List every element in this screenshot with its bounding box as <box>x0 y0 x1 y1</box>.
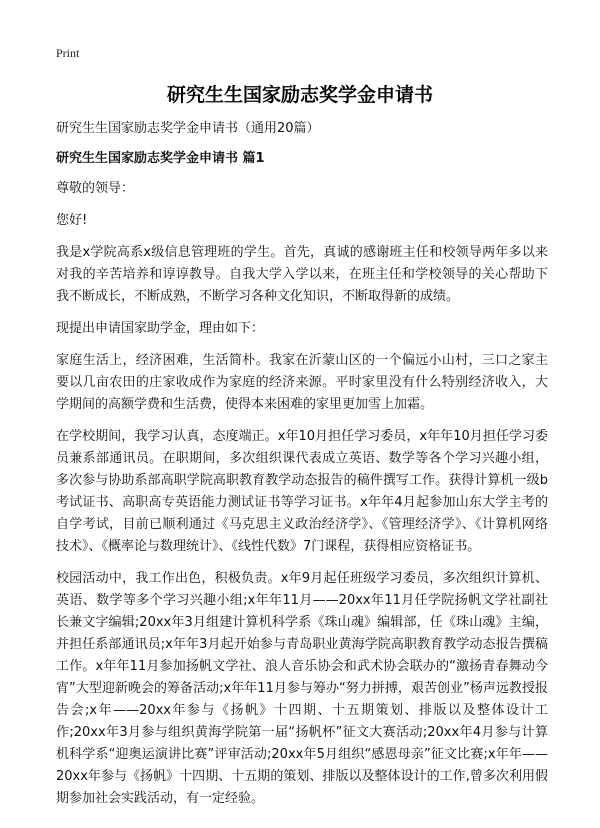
greeting: 您好! <box>56 213 88 228</box>
paragraph-activities: 校园活动中，我工作出色，积极负责。x年9月起任班级学习委员，多次组织计算机、英语、数学等多个学习兴趣小组;x年年11月——20xx年11月任学院扬帆文学社副社长兼文字编辑;20xx年3月组建计算机科学系《珠山魂》编辑部，任《珠山魂》主编，并担任系部通讯员;x年年3月起开始参与青岛职业黄海学院高职教育教学动态报告撰稿工作。x年年11月参加扬帆文学社、浪人音乐协会和武术协会联办的“激扬青春舞动今宵”大型迎新晚会的筹备活动;x年年11月参与筹办“努力拼搏，艰苦创业”杨声远教授报告会;x年——20xx年参与《扬帆》十四期、十五期策划、排版以及整体设计工作;20xx年3月参与组织黄海学院第一届“扬帆杯”征文大赛活动;20xx年4月参与计算机科学系“迎奥运演讲比赛”评审活动;20xx年5月组织“感恩母亲”征文比赛;x年年——20xx年参与《扬帆》十四期、十五期的策划、排版以及整体设计的工作,曾多次利用假期参加社会实践活动，有一定经验。 <box>56 571 548 806</box>
document-body <box>56 118 548 820</box>
page-title: 研究生生国家励志奖学金申请书 <box>166 84 433 106</box>
paragraph-family: 家庭生活上，经济困难，生活简朴。我家在沂蒙山区的一个偏远小山村，三口之家主要以几亩农田的庄家收成作为家庭的经济来源。平时家里没有什么特别经济收入，大学期间的高额学费和生活费，使得本来困难的家里更加雪上加霜。 <box>56 353 548 412</box>
salutation: 尊敬的领导： <box>56 181 135 196</box>
section-heading: 研究生生国家励志奖学金申请书 篇1 <box>56 151 265 166</box>
paragraph-intro: 我是x学院高系x级信息管理班的学生。首先，真诚的感谢班主任和校领导两年多以来对我的辛苦培养和谆谆教导。自我大学入学以来，在班主任和学校领导的关心帮助下我不断成长，不断成熟，不断学习各种文化知识，不断取得新的成绩。 <box>56 245 548 304</box>
document-subtitle: 研究生生国家励志奖学金申请书（通用20篇） <box>56 121 320 136</box>
paragraph-reason-lead: 现提出申请国家助学金，理由如下： <box>56 321 265 336</box>
paragraph-study: 在学校期间，我学习认真，态度端正。x年10月担任学习委员，x年年10月担任学习委员兼系部通讯员。在职期间，多次组织课代表成立英语、数学等各个学习兴趣小组，多次参与协助系部高职学院高职教育教学动态报告的稿件撰写工作。获得计算机一级b考试证书、高职高专英语能力测试证书等学习证书。x年年4月起参加山东大学主考的自学考试，目前已顺利通过《马克思主义政治经济学》、《管理经济学》、《计算机网络技术》、《概率论与数理统计》、《线性代数》7门课程，获得相应资格证书。 <box>56 429 548 554</box>
print-link[interactable]: Print <box>56 46 80 60</box>
